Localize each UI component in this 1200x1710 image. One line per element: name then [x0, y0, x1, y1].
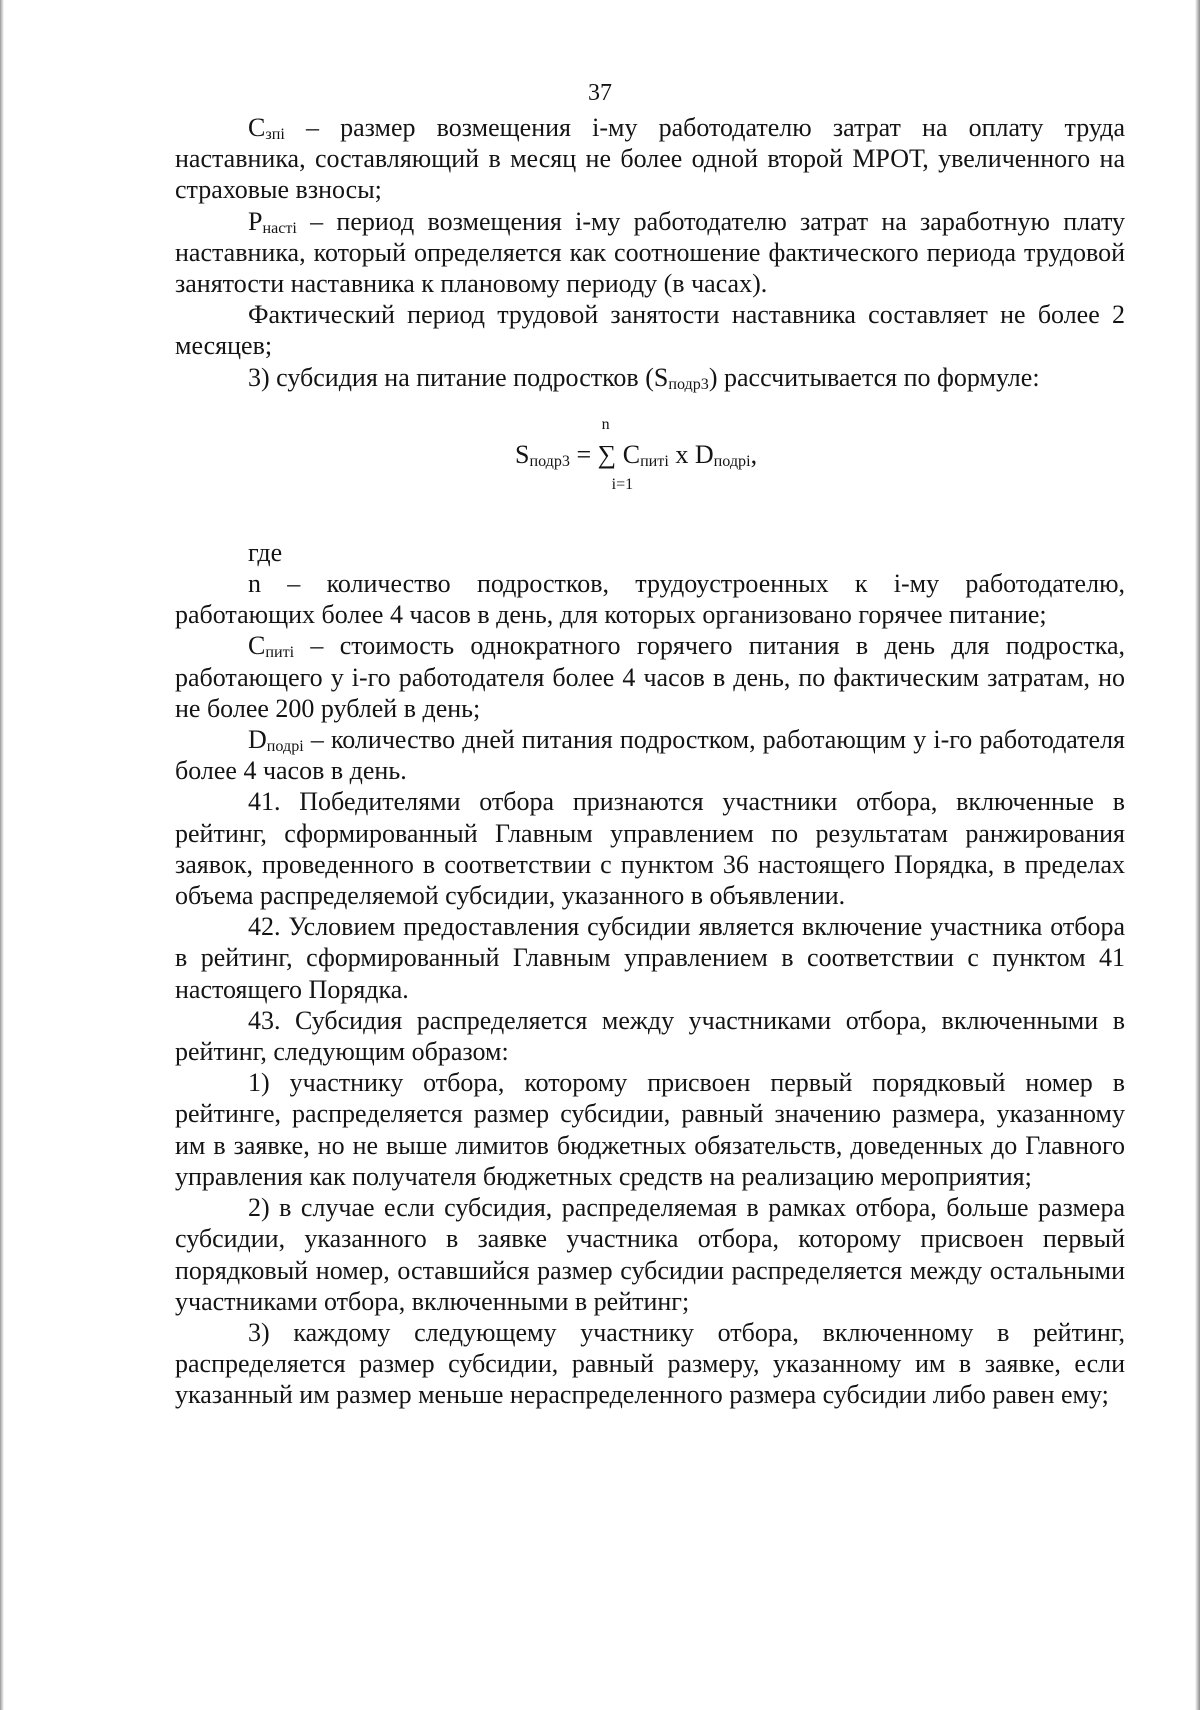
formula-term2-symbol: D — [694, 439, 714, 469]
subscript-podr3: подр3 — [668, 375, 709, 393]
paragraph-text: – количество дней питания подростком, работающим у i-го работодателя более 4 часов в день. — [175, 725, 1125, 786]
paragraph-cpiti-definition — [175, 630, 1125, 724]
scan-edge-right — [1195, 0, 1200, 1710]
sum-upper-limit: n — [601, 415, 610, 433]
paragraph-42: 42. Условием предоставления субсидии является включение участника отбора в рейтинг, сформированный Главным управлением в соответствии с пунктом 41 настоящего Порядка. — [175, 912, 1125, 1004]
subscript-zpi: зпi — [265, 125, 285, 143]
formula-lhs-subscript: подр3 — [529, 452, 570, 470]
paragraph-text: 3) субсидия на питание подростков (S — [248, 362, 669, 392]
formula-lhs-symbol: S — [515, 439, 530, 469]
sum-lower-limit: i=1 — [611, 475, 634, 493]
paragraph-43-item-3: 3) каждому следующему участнику отбора, включенному в рейтинг, распределяется размер субсидии, равный размеру, указанному им в заявке, если указанный им размер меньше нераспределенного размера субсидии либо равен ему; — [175, 1317, 1125, 1410]
document-body — [175, 112, 1125, 1411]
subscript-nasti: настi — [262, 219, 297, 237]
paragraph-dpodri-definition — [175, 724, 1125, 786]
formula-term2-subscript: подрi — [713, 452, 751, 470]
paragraph-czpi-definition — [175, 112, 1125, 206]
page-number: 37 — [588, 80, 612, 106]
paragraph-n-definition: n – количество подростков, трудоустроенных к i-му работодателю, работающих более 4 часов в день, для которых организовано горячее питание; — [175, 569, 1125, 630]
symbol-d: D — [248, 725, 267, 755]
sum-symbol: ∑ — [597, 439, 617, 469]
paragraph-text: – размер возмещения i-му работодателю затрат на оплату труда наставника, составляющий в месяц не более одной второй МРОТ, увеличенного на страховые взносы; — [175, 113, 1125, 205]
paragraph-food-subsidy-intro — [175, 362, 1125, 393]
formula — [515, 415, 758, 493]
paragraph-text: ) рассчитывается по формуле: — [708, 362, 1040, 392]
paragraph-text: – период возмещения i-му работодателю затрат на заработную плату наставника, который определяется как соотношение фактического периода трудовой занятости наставника к плановому периоду (в часах). — [175, 206, 1125, 299]
symbol-p: P — [248, 206, 263, 236]
paragraph-text: – стоимость однократного горячего питания в день для подростка, работающего у i-го работодателя более 4 часов в день, по фактическим затратам, но не более 200 рублей в день; — [175, 631, 1125, 723]
where-label: где — [248, 537, 283, 567]
formula-term1-subscript: питi — [640, 452, 669, 470]
paragraph-43-item-1: 1) участнику отбора, которому присвоен первый порядковый номер в рейтинге, распределяется размер субсидии, равный значению размера, указанному им в заявке, но не выше лимитов бюджетных обязательств, доведенных до Главного управления как получателя бюджетных средств на реализацию мероприятия; — [175, 1068, 1125, 1191]
formula-equals: = — [570, 439, 598, 469]
scan-edge-left — [0, 0, 4, 1710]
paragraph-41: 41. Победителями отбора признаются участники отбора, включенные в рейтинг, сформированный Главным управлением по результатам ранжирования заявок, проведенного в соответствии с пунктом 36 настоящего Порядка, в пределах объема распределяемой субсидии, указанного в объявлении. — [175, 787, 1125, 911]
formula-trailing: , — [750, 439, 758, 469]
formula-times: x — [668, 439, 695, 469]
symbol-c: C — [248, 113, 266, 142]
subscript-piti: питi — [265, 644, 295, 662]
sum-operator — [597, 415, 634, 493]
paragraph-pnasti-definition — [175, 206, 1125, 300]
symbol-c: C — [248, 631, 266, 661]
paragraph-43-item-2: 2) в случае если субсидия, распределяемая в рамках отбора, больше размера субсидии, указанного в заявке участника отбора, которому присвоен первый порядковый номер, оставшийся размер субсидии распределяется между остальными участниками отбора, включенными в рейтинг; — [175, 1193, 1125, 1316]
formula-block — [175, 401, 1125, 527]
subscript-podri: подрi — [266, 737, 304, 755]
paragraph-43: 43. Субсидия распределяется между участниками отбора, включенными в рейтинг, следующим образом: — [175, 1005, 1125, 1067]
formula-term1-symbol: C — [616, 439, 641, 469]
paragraph-actual-period: Фактический период трудовой занятости наставника составляет не более 2 месяцев; — [175, 300, 1125, 361]
